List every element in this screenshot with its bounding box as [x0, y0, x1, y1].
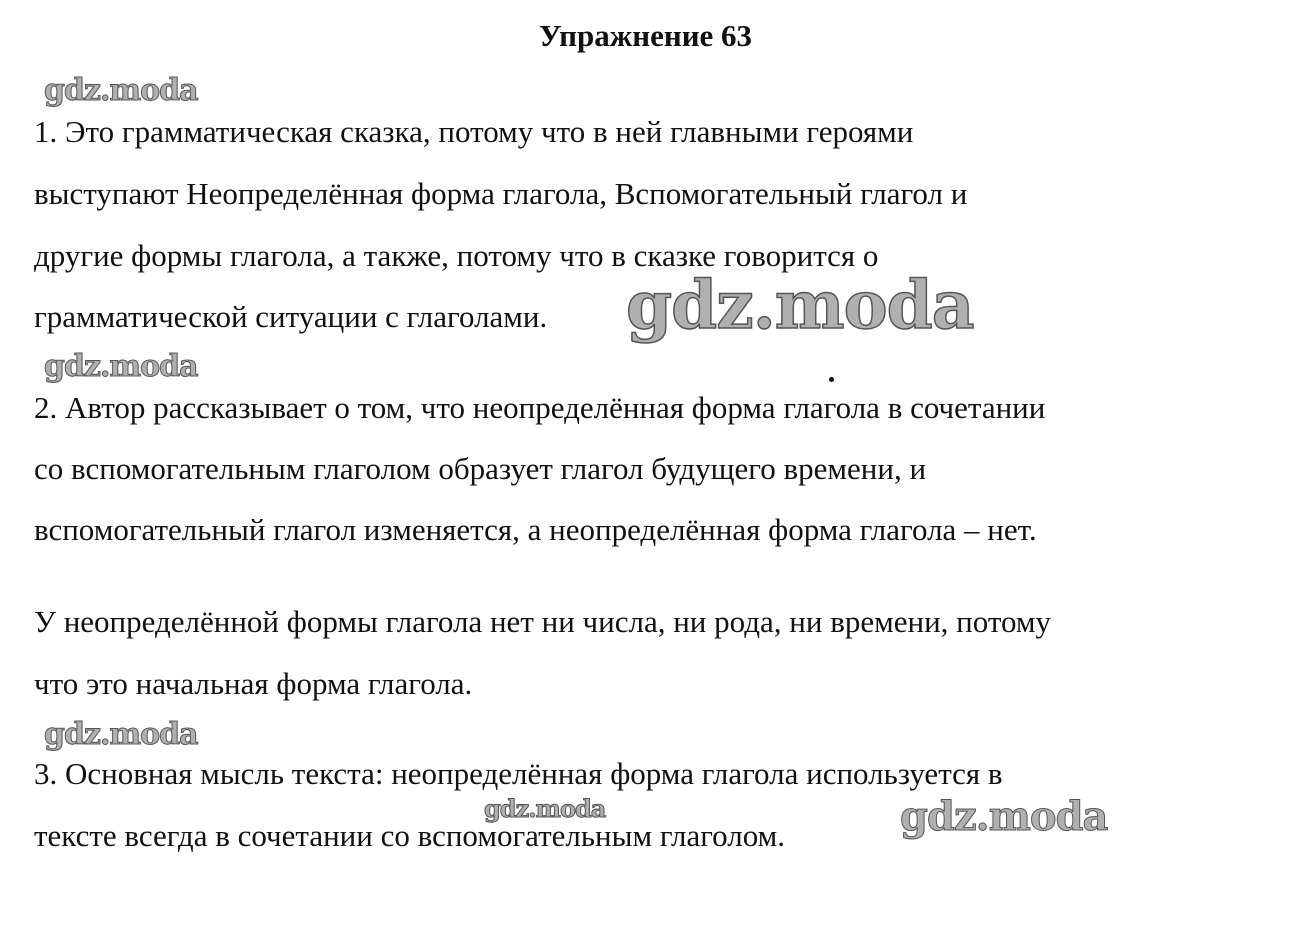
- answer-3-line-1: 3. Основная мысль текста: неопределённая форма глагола используется в: [34, 756, 1003, 791]
- watermark-logo: gdz.moda: [484, 794, 606, 823]
- answer-1-line-3: другие формы глагола, а также, потому что в сказке говорится о: [34, 238, 879, 273]
- answer-2-line-3: вспомогательный глагол изменяется, а неопределённая форма глагола – нет.: [34, 512, 1037, 547]
- stray-dot: [829, 377, 834, 382]
- answer-1-line-1: 1. Это грамматическая сказка, потому что в ней главными героями: [34, 114, 914, 149]
- exercise-title: Упражнение 63: [538, 18, 753, 53]
- answer-3-line-2: тексте всегда в сочетании со вспомогательным глаголом.: [34, 818, 785, 853]
- answer-2-line-1: 2. Автор рассказывает о том, что неопределённая форма глагола в сочетании: [34, 390, 1046, 425]
- watermark-logo: gdz.moda: [44, 349, 198, 384]
- watermark-logo: gdz.moda: [44, 717, 198, 752]
- answer-2-line-2: со вспомогательным глаголом образует глагол будущего времени, и: [34, 451, 927, 486]
- answer-1-line-2: выступают Неопределённая форма глагола, Вспомогательный глагол и: [34, 176, 968, 211]
- answer-2b-line-1: У неопределённой формы глагола нет ни числа, ни рода, ни времени, потому: [34, 604, 1052, 639]
- watermark-logo: gdz.moda: [900, 793, 1108, 840]
- answer-1-line-4: грамматической ситуации с глаголами.: [34, 299, 548, 334]
- watermark-logo: gdz.moda: [626, 266, 974, 344]
- watermark-logo: gdz.moda: [44, 73, 198, 108]
- answer-2b-line-2: что это начальная форма глагола.: [34, 666, 473, 701]
